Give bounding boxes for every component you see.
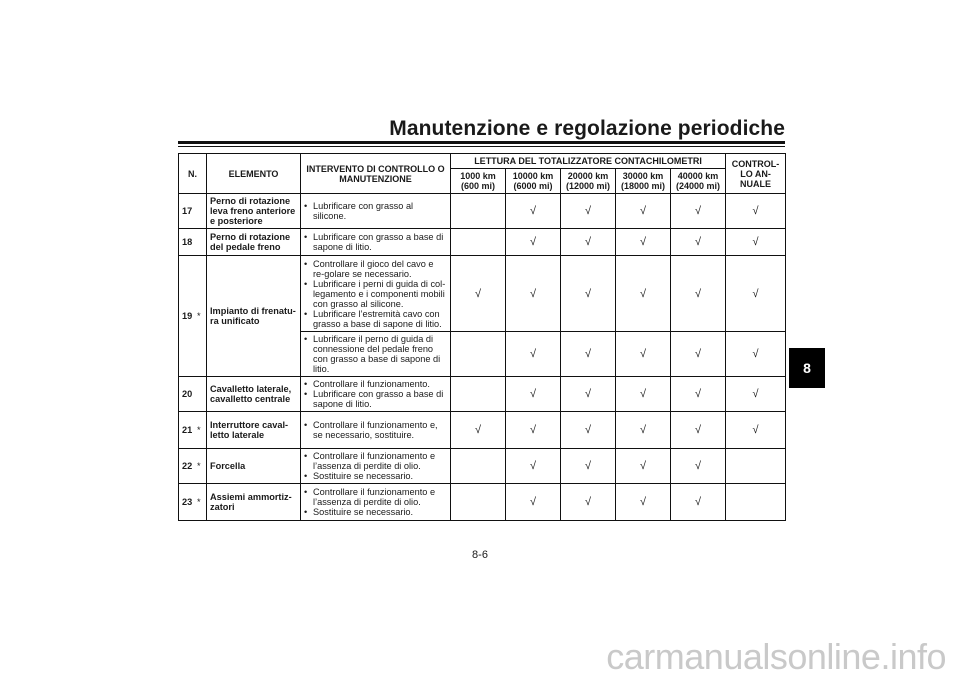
check-cell: √ xyxy=(616,377,671,412)
check-cell: √ xyxy=(561,484,616,521)
table-row xyxy=(179,229,786,256)
check-cell: √ xyxy=(671,377,726,412)
intervention-item: • Lubrificare i perni di guida di col-legamento e i componenti mobili con grasso al silicone. xyxy=(304,279,447,309)
header-odometer: LETTURA DEL TOTALIZZATORE CONTACHILOMETRI xyxy=(451,154,726,169)
check-cell: √ xyxy=(561,332,616,377)
check-cell: √ xyxy=(561,194,616,229)
check-cell xyxy=(451,484,506,521)
intervention-item: • Lubrificare con grasso a base di sapone di litio. xyxy=(304,232,447,252)
element-name: Assiemi ammortiz-zatori xyxy=(207,484,301,521)
check-cell: √ xyxy=(506,256,561,332)
check-cell: √ xyxy=(506,229,561,256)
check-cell xyxy=(451,194,506,229)
check-cell: √ xyxy=(616,194,671,229)
check-cell: √ xyxy=(616,229,671,256)
header-mi-value: (12000 mi) xyxy=(565,181,611,191)
chapter-tab: 8 xyxy=(789,348,825,388)
row-number-value: 21 xyxy=(182,425,193,435)
table-row xyxy=(179,194,786,229)
intervention-item: • Controllare il funzionamento. xyxy=(304,379,447,389)
header-km-4 xyxy=(671,169,726,194)
element-name: Perno di rotazione del pedale freno xyxy=(207,229,301,256)
check-cell: √ xyxy=(671,229,726,256)
element-name: Cavalletto laterale, cavalletto centrale xyxy=(207,377,301,412)
table-row xyxy=(179,377,786,412)
row-number xyxy=(179,194,207,229)
check-cell: √ xyxy=(726,194,786,229)
element-name: Forcella xyxy=(207,449,301,484)
title-rule-thick xyxy=(178,141,785,144)
intervention-item: • Sostituire se necessario. xyxy=(304,507,447,517)
check-cell: √ xyxy=(616,256,671,332)
check-cell: √ xyxy=(561,229,616,256)
asterisk-marker: * xyxy=(197,311,201,321)
row-number-value: 18 xyxy=(182,237,193,247)
header-km-0 xyxy=(451,169,506,194)
intervention-item: • Lubrificare l’estremità cavo con grasso a base di sapone di litio. xyxy=(304,309,447,329)
check-cell: √ xyxy=(506,484,561,521)
intervention-item: • Controllare il funzionamento e l’assenza di perdite di olio. xyxy=(304,487,447,507)
check-cell: √ xyxy=(451,412,506,449)
intervention-item: • Lubrificare con grasso al silicone. xyxy=(304,201,447,221)
header-km-value: 20000 km xyxy=(567,171,609,181)
check-cell: √ xyxy=(506,377,561,412)
asterisk-marker: * xyxy=(197,461,201,471)
check-cell: √ xyxy=(506,449,561,484)
header-annual: CONTROL-LO AN-NUALE xyxy=(726,154,786,194)
intervention-item: • Sostituire se necessario. xyxy=(304,471,447,481)
intervention-cell xyxy=(301,377,451,412)
header-km-1 xyxy=(506,169,561,194)
check-cell: √ xyxy=(616,412,671,449)
check-cell: √ xyxy=(506,332,561,377)
intervention-cell xyxy=(301,484,451,521)
check-cell: √ xyxy=(671,256,726,332)
header-n: N. xyxy=(179,154,207,194)
header-km-value: 10000 km xyxy=(512,171,554,181)
intervention-cell xyxy=(301,229,451,256)
intervention-cell xyxy=(301,449,451,484)
check-cell xyxy=(451,449,506,484)
table-row xyxy=(179,412,786,449)
row-number xyxy=(179,256,207,377)
row-number-value: 19 xyxy=(182,311,193,321)
table-row xyxy=(179,484,786,521)
intervention-item: • Controllare il funzionamento e, se necessario, sostituire. xyxy=(304,420,447,440)
element-name: Interruttore caval-letto laterale xyxy=(207,412,301,449)
asterisk-marker: * xyxy=(197,497,201,507)
check-cell: √ xyxy=(726,377,786,412)
row-number-value: 22 xyxy=(182,461,193,471)
page-number: 8-6 xyxy=(472,549,488,561)
check-cell: √ xyxy=(561,256,616,332)
row-number xyxy=(179,412,207,449)
header-element: ELEMENTO xyxy=(207,154,301,194)
row-number-value: 23 xyxy=(182,497,193,507)
check-cell: √ xyxy=(561,449,616,484)
element-name: Perno di rotazione leva freno anteriore e posteriore xyxy=(207,194,301,229)
check-cell: √ xyxy=(671,449,726,484)
page-title: Manutenzione e regolazione periodiche xyxy=(389,117,785,140)
check-cell: √ xyxy=(616,449,671,484)
intervention-cell xyxy=(301,256,451,332)
row-number xyxy=(179,377,207,412)
header-km-2 xyxy=(561,169,616,194)
header-km-value: 1000 km xyxy=(460,171,496,181)
row-number xyxy=(179,484,207,521)
intervention-item: • Controllare il gioco del cavo e re-golare se necessario. xyxy=(304,259,447,279)
header-mi-value: (600 mi) xyxy=(460,181,495,191)
table-row xyxy=(179,256,786,332)
check-cell xyxy=(726,484,786,521)
check-cell: √ xyxy=(726,229,786,256)
intervention-cell xyxy=(301,332,451,377)
check-cell: √ xyxy=(616,484,671,521)
check-cell: √ xyxy=(561,412,616,449)
check-cell: √ xyxy=(671,194,726,229)
check-cell: √ xyxy=(726,256,786,332)
check-cell xyxy=(451,332,506,377)
header-km-value: 40000 km xyxy=(677,171,719,181)
check-cell: √ xyxy=(561,377,616,412)
intervention-item: • Lubrificare il perno di guida di connessione del pedale freno con grasso a base di sapone di litio. xyxy=(304,334,447,374)
asterisk-marker: * xyxy=(197,425,201,435)
header-km-value: 30000 km xyxy=(622,171,664,181)
element-name: Impianto di frenatu-ra unificato xyxy=(207,256,301,377)
row-number-value: 20 xyxy=(182,389,193,399)
row-number xyxy=(179,449,207,484)
header-mi-value: (18000 mi) xyxy=(620,181,666,191)
row-number xyxy=(179,229,207,256)
header-mi-value: (24000 mi) xyxy=(676,181,721,191)
check-cell: √ xyxy=(671,412,726,449)
check-cell: √ xyxy=(671,484,726,521)
check-cell: √ xyxy=(616,332,671,377)
intervention-item: • Controllare il funzionamento e l’assenza di perdite di olio. xyxy=(304,451,447,471)
header-km-3 xyxy=(616,169,671,194)
intervention-cell xyxy=(301,412,451,449)
check-cell xyxy=(451,229,506,256)
title-rule-thin xyxy=(178,146,785,147)
intervention-item: • Lubrificare con grasso a base di sapone di litio. xyxy=(304,389,447,409)
check-cell xyxy=(726,449,786,484)
header-mi-value: (6000 mi) xyxy=(513,181,553,191)
check-cell: √ xyxy=(726,412,786,449)
check-cell xyxy=(451,377,506,412)
check-cell: √ xyxy=(671,332,726,377)
check-cell: √ xyxy=(451,256,506,332)
intervention-cell xyxy=(301,194,451,229)
table-row xyxy=(179,449,786,484)
footer-watermark: carmanualsonline.info xyxy=(606,636,946,677)
header-intervention: INTERVENTO DI CONTROLLO O MANUTENZIONE xyxy=(301,154,451,194)
check-cell: √ xyxy=(506,412,561,449)
maintenance-table xyxy=(178,153,786,521)
row-number-value: 17 xyxy=(182,206,193,216)
check-cell: √ xyxy=(726,332,786,377)
check-cell: √ xyxy=(506,194,561,229)
